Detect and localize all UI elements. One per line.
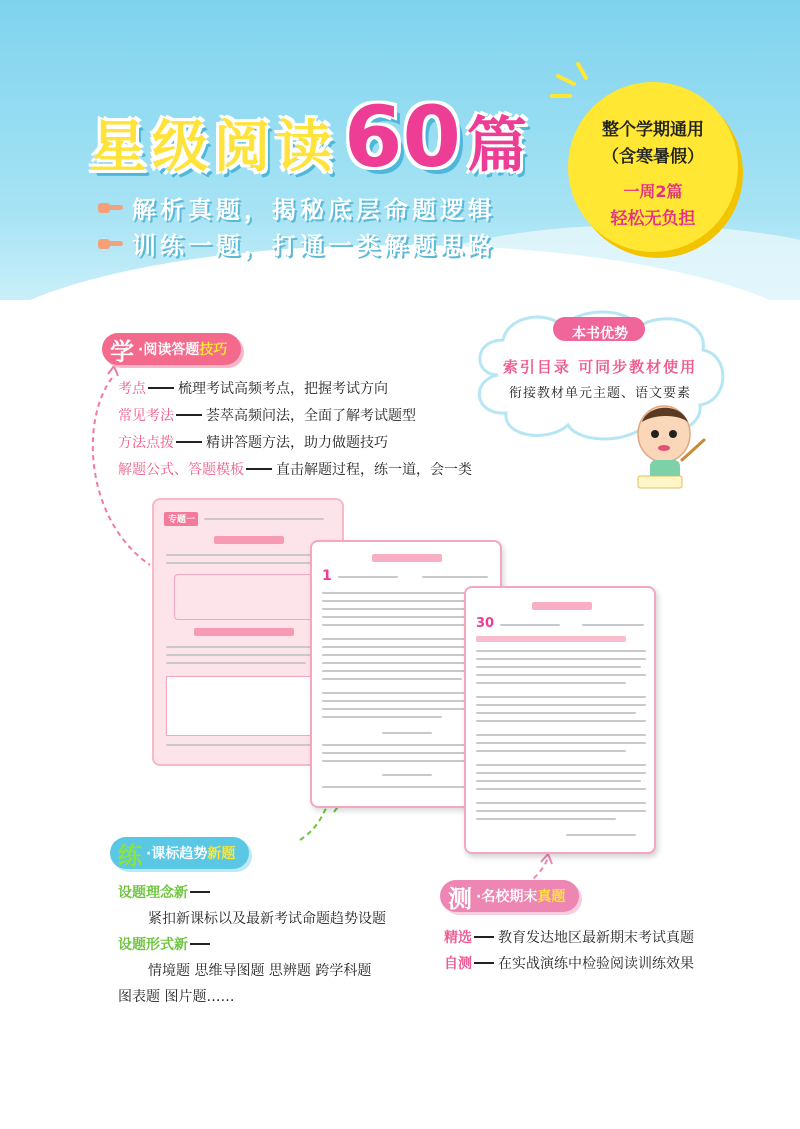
tag-highlight: 技巧 <box>199 342 228 358</box>
usage-badge <box>568 82 738 252</box>
item-desc: 在实战演练中检验阅读训练效果 <box>498 956 694 972</box>
item-desc: 精讲答题方法，助力做题技巧 <box>206 435 388 451</box>
sample-page-test <box>464 586 656 854</box>
item-desc: 直击解题过程，练一道，会一类 <box>276 462 472 478</box>
pointing-hand-icon <box>98 236 124 252</box>
list-item <box>118 403 472 430</box>
list-item <box>444 925 694 951</box>
feature-bullet-1 <box>98 190 496 225</box>
boy-mascot-icon <box>628 400 708 492</box>
cloud-title: 本书优势 <box>572 326 628 342</box>
title-number: 60 <box>344 88 461 186</box>
item-desc: 教育发达地区最新期末考试真题 <box>498 930 694 946</box>
item-key: 解题公式、答题模板 <box>118 462 244 478</box>
pointing-hand-icon <box>98 200 124 216</box>
title-main: 星级阅读 <box>90 115 338 180</box>
badge-line-1: 整个学期通用 <box>602 120 704 140</box>
book-title <box>90 88 527 186</box>
item-key: 精选 <box>444 930 472 946</box>
tag-text: ·名校期末 <box>476 889 538 905</box>
list-item <box>118 457 472 484</box>
list-item <box>118 376 472 403</box>
item-key: 常见考法 <box>118 408 174 424</box>
cloud-line-2: 衔接教材单元主题、语文要素 <box>508 386 691 401</box>
item-key: 方法点拨 <box>118 435 174 451</box>
list-item <box>118 430 472 457</box>
section-tag-practice <box>110 837 249 869</box>
tag-highlight: 真题 <box>537 889 566 905</box>
badge-line-3: 一周2篇 <box>623 182 683 201</box>
page-number: 1 <box>322 568 332 584</box>
tag-text: ·课标趋势 <box>146 846 208 862</box>
tag-highlight: 新题 <box>207 846 236 862</box>
cloud-line-1: 索引目录 可同步教材使用 <box>502 358 698 376</box>
list-item-desc: 紧扣新课标以及最新考试命题趋势设题 <box>148 911 386 927</box>
tag-big-char: 学 <box>110 337 134 366</box>
page-number: 30 <box>476 616 495 631</box>
title-end: 篇 <box>466 111 527 181</box>
item-desc: 梳理考试高频考点，把握考试方向 <box>178 381 388 397</box>
item-key: 考点 <box>118 381 146 397</box>
badge-line-4: 轻松无负担 <box>610 209 696 229</box>
learn-feature-list <box>118 376 472 484</box>
feature-bullet-text: 解析真题，揭秘底层命题逻辑 <box>132 196 496 224</box>
tag-text: ·阅读答题 <box>138 342 200 358</box>
item-desc: 荟萃高频问法，全面了解考试题型 <box>206 408 416 424</box>
page-label: 专题一 <box>168 515 196 525</box>
practice-feature-list <box>118 880 386 1010</box>
tag-big-char: 练 <box>118 841 142 870</box>
list-item-desc: 图表题 图片题…… <box>118 989 235 1005</box>
badge-line-2: （含寒暑假） <box>602 147 704 167</box>
test-feature-list <box>444 925 694 977</box>
list-item-desc: 情境题 思维导图题 思辨题 跨学科题 <box>148 963 372 979</box>
list-item <box>444 951 694 977</box>
feature-bullet-text: 训练一题，打通一类解题思路 <box>132 232 496 260</box>
tag-big-char: 测 <box>448 884 472 913</box>
feature-bullet-2 <box>98 226 496 261</box>
section-tag-learn <box>102 333 241 365</box>
list-item-key: 设题理念新 <box>118 880 386 906</box>
list-item-key: 设题形式新 <box>118 932 386 958</box>
item-key: 自测 <box>444 956 472 972</box>
section-tag-test <box>440 880 579 912</box>
